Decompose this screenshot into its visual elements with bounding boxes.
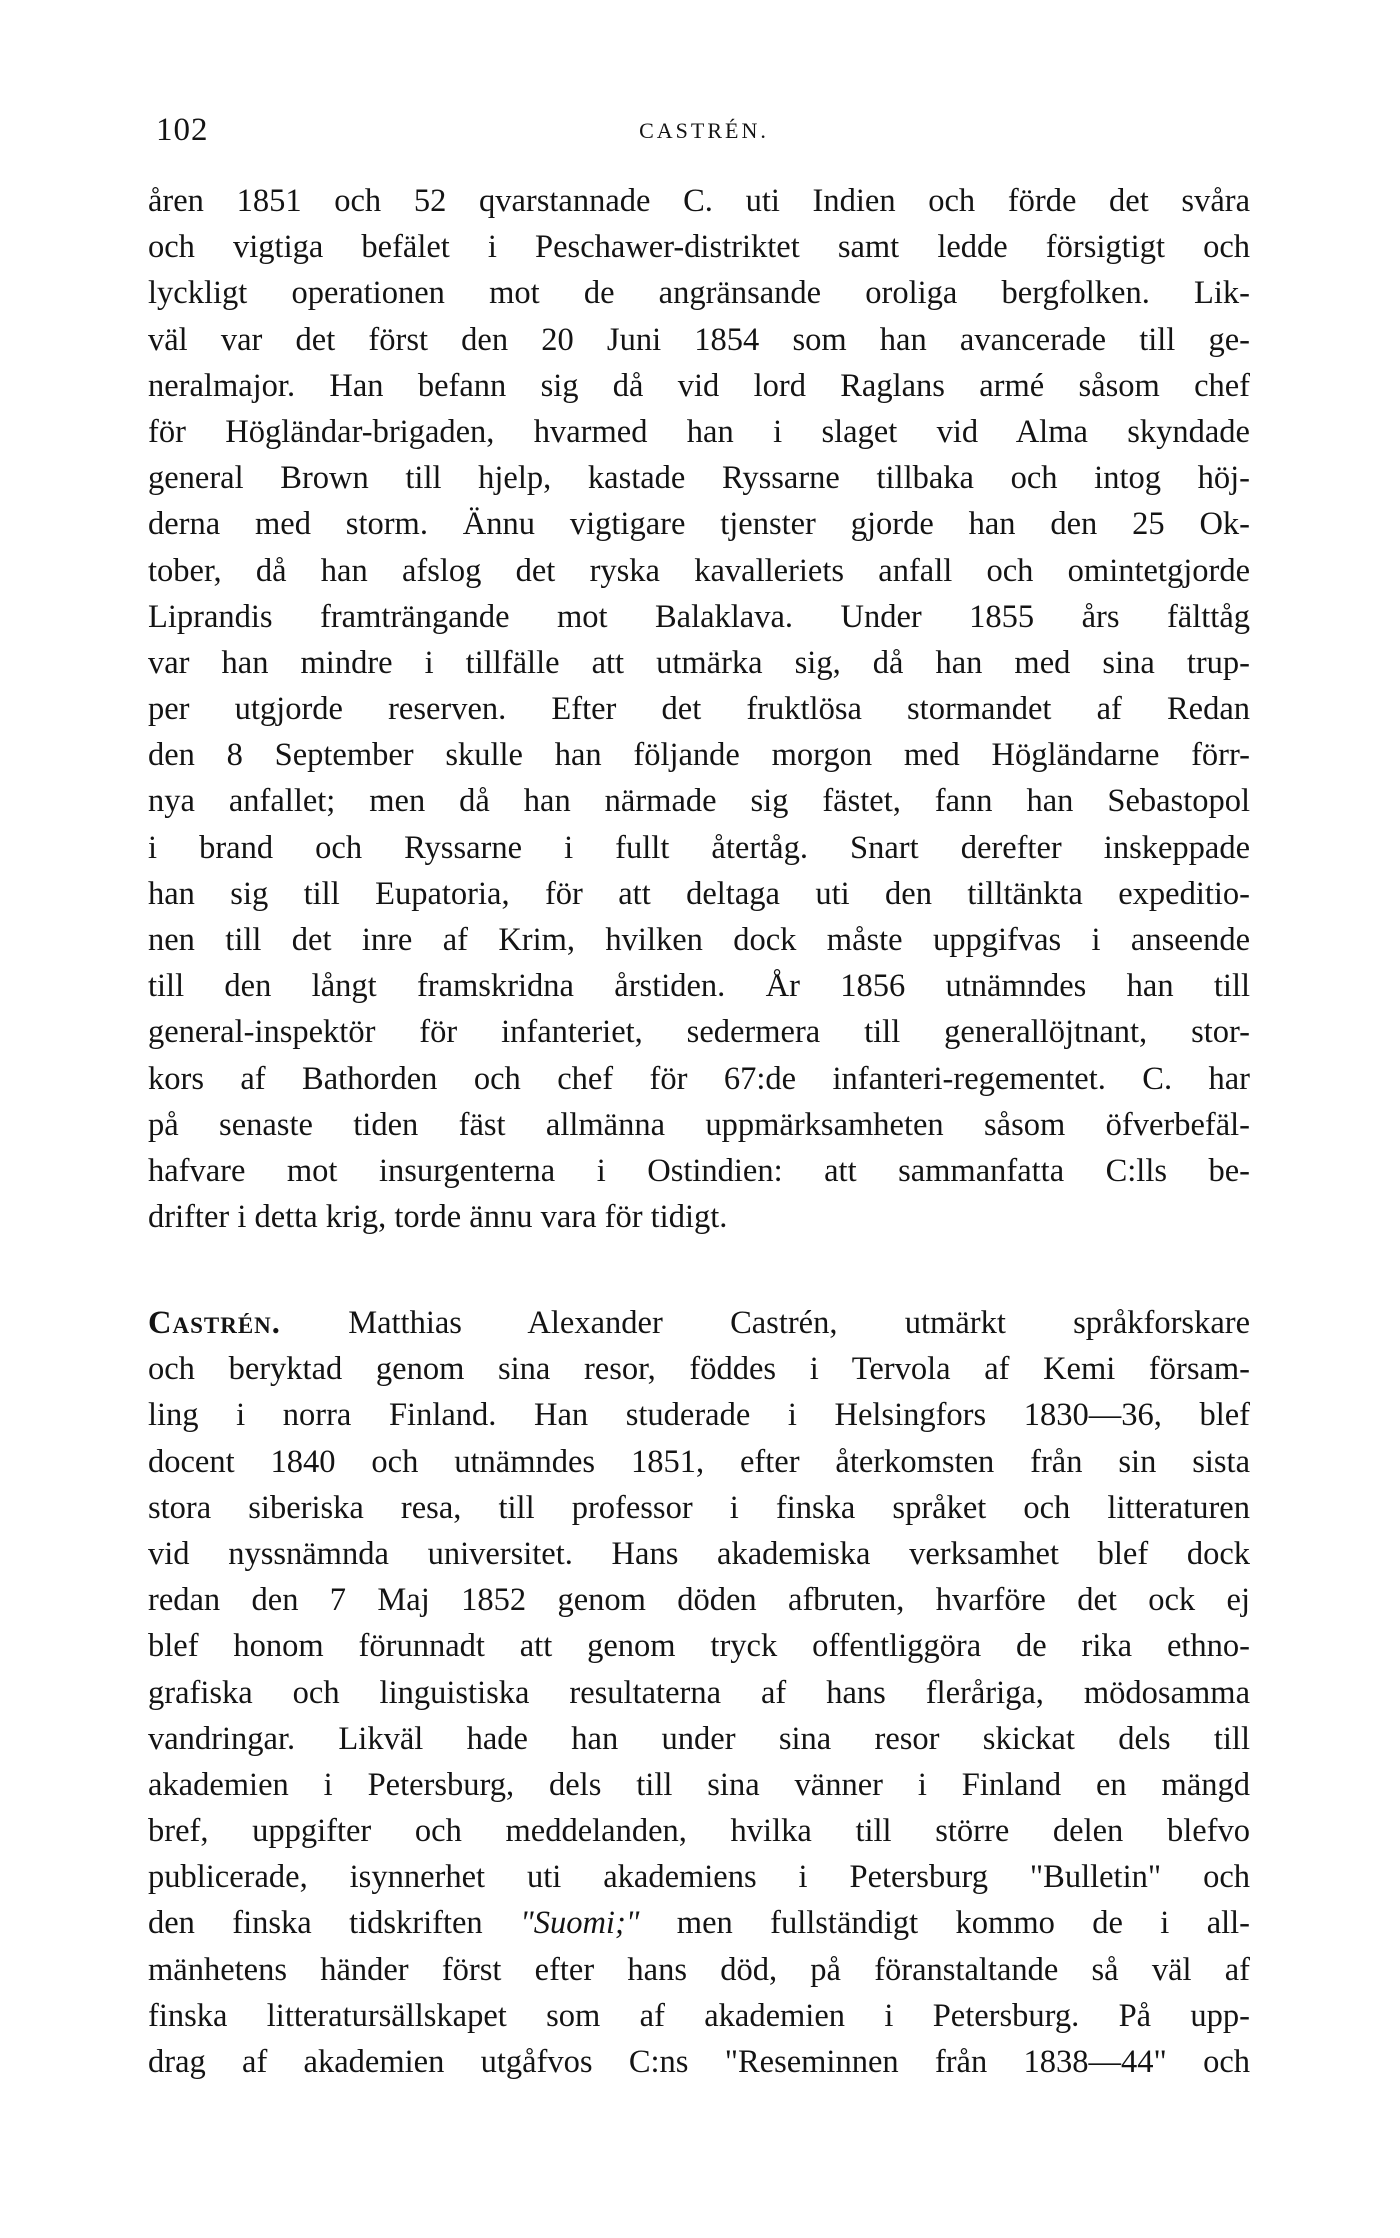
- text-line: grafiska och linguistiska resultaterna af hans fleråriga, mödosamma: [148, 1674, 1250, 1711]
- paragraph-castren-entry: [148, 1300, 1250, 2085]
- text-line: nen till det inre af Krim, hvilken dock måste uppgifvas i anseende: [148, 922, 1250, 958]
- text-line: kors af Bathorden och chef för 67:de infanteri-regementet. C. har: [148, 1060, 1250, 1097]
- text-line: akademien i Petersburg, dels till sina vänner i Finland en mängd: [148, 1766, 1250, 1803]
- text-line: publicerade, isynnerhet uti akademiens i Petersburg "Bulletin" och: [148, 1859, 1250, 1896]
- text-line: väl var det först den 20 Juni 1854 som han avancerade till ge-: [148, 321, 1250, 358]
- text-line: stora siberiska resa, till professor i finska språket och litteraturen: [148, 1489, 1250, 1526]
- text-line: drag af akademien utgåfvos C:ns "Reseminnen från 1838—44" och: [148, 2044, 1250, 2080]
- text-line: var han mindre i tillfälle att utmärka sig, då han med sina trup-: [148, 644, 1250, 681]
- page-number: 102: [156, 112, 209, 148]
- text-line: redan den 7 Maj 1852 genom döden afbruten, hvarföre det ock ej: [148, 1582, 1250, 1619]
- entry-first-line-text: Matthias Alexander Castrén, utmärkt språkforskare: [280, 1305, 1250, 1341]
- text-line: bref, uppgifter och meddelanden, hvilka till större delen blefvo: [148, 1813, 1250, 1850]
- text-line: lyckligt operationen mot de angränsande oroliga bergfolken. Lik-: [148, 275, 1250, 312]
- text-line: han sig till Eupatoria, för att deltaga uti den tilltänkta expeditio-: [148, 875, 1250, 912]
- text-line: till den långt framskridna årstiden. År 1856 utnämndes han till: [148, 968, 1250, 1005]
- text-line: derna med storm. Ännu vigtigare tjenster gjorde han den 25 Ok-: [148, 506, 1250, 543]
- text-line: general Brown till hjelp, kastade Ryssarne tillbaka och intog höj-: [148, 460, 1250, 497]
- text-line: vandringar. Likväl hade han under sina resor skickat dels till: [148, 1720, 1250, 1757]
- text-line: tober, då han afslog det ryska kavalleriets anfall och omintetgjorde: [148, 552, 1250, 589]
- text-line: i brand och Ryssarne i fullt återtåg. Snart derefter inskeppade: [148, 829, 1250, 866]
- suomi-line-end: men fullständigt kommo de i all-: [639, 1905, 1250, 1942]
- entry-headword: Castrén.: [148, 1305, 281, 1341]
- text-line: vid nyssnämnda universitet. Hans akademiska verksamhet blef dock: [148, 1535, 1250, 1572]
- text-line: för Högländar-brigaden, hvarmed han i slaget vid Alma skyndade: [148, 413, 1250, 450]
- suomi-line: [148, 1900, 1250, 1946]
- text-line: på senaste tiden fäst allmänna uppmärksamheten såsom öfverbefäl-: [148, 1106, 1250, 1143]
- text-line: drifter i detta krig, torde ännu vara för tidigt.: [148, 1199, 728, 1236]
- text-line: och vigtiga befälet i Peschawer-distriktet samt ledde försigtigt och: [148, 229, 1250, 266]
- text-line: per utgjorde reserven. Efter det fruktlösa stormandet af Redan: [148, 691, 1250, 728]
- text-line: blef honom förunnadt att genom tryck offentliggöra de rika ethno-: [148, 1628, 1250, 1665]
- text-line: docent 1840 och utnämndes 1851, efter återkomsten från sin sista: [148, 1443, 1250, 1480]
- text-line: den 8 September skulle han följande morgon med Högländarne förr-: [148, 737, 1250, 774]
- journal-title-suomi: "Suomi;": [520, 1905, 640, 1942]
- text-line: åren 1851 och 52 qvarstannade C. uti Indien och förde det svåra: [148, 183, 1250, 219]
- text-line: ling i norra Finland. Han studerade i Helsingfors 1830—36, blef: [148, 1397, 1250, 1434]
- text-line: Liprandis framträngande mot Balaklava. Under 1855 års fälttåg: [148, 598, 1250, 635]
- page-header: [156, 112, 1252, 152]
- running-head: CASTRÉN.: [639, 118, 769, 143]
- text-line: mänhetens händer först efter hans död, på föranstaltande så väl af: [148, 1951, 1250, 1988]
- text-line: neralmajor. Han befann sig då vid lord Raglans armé såsom chef: [148, 367, 1250, 404]
- suomi-line-start: den finska tidskriften: [148, 1905, 521, 1942]
- paragraph-hay: [148, 178, 1250, 1240]
- text-line: general-inspektör för infanteriet, sedermera till generallöjtnant, stor-: [148, 1014, 1250, 1051]
- text-line: hafvare mot insurgenterna i Ostindien: att sammanfatta C:lls be-: [148, 1152, 1250, 1189]
- text-line: finska litteratursällskapet som af akademien i Petersburg. På upp-: [148, 1997, 1250, 2034]
- entry-first-line: [148, 1300, 1250, 1346]
- text-line: nya anfallet; men då han närmade sig fästet, fann han Sebastopol: [148, 783, 1250, 820]
- text-line: och beryktad genom sina resor, föddes i Tervola af Kemi försam-: [148, 1351, 1250, 1388]
